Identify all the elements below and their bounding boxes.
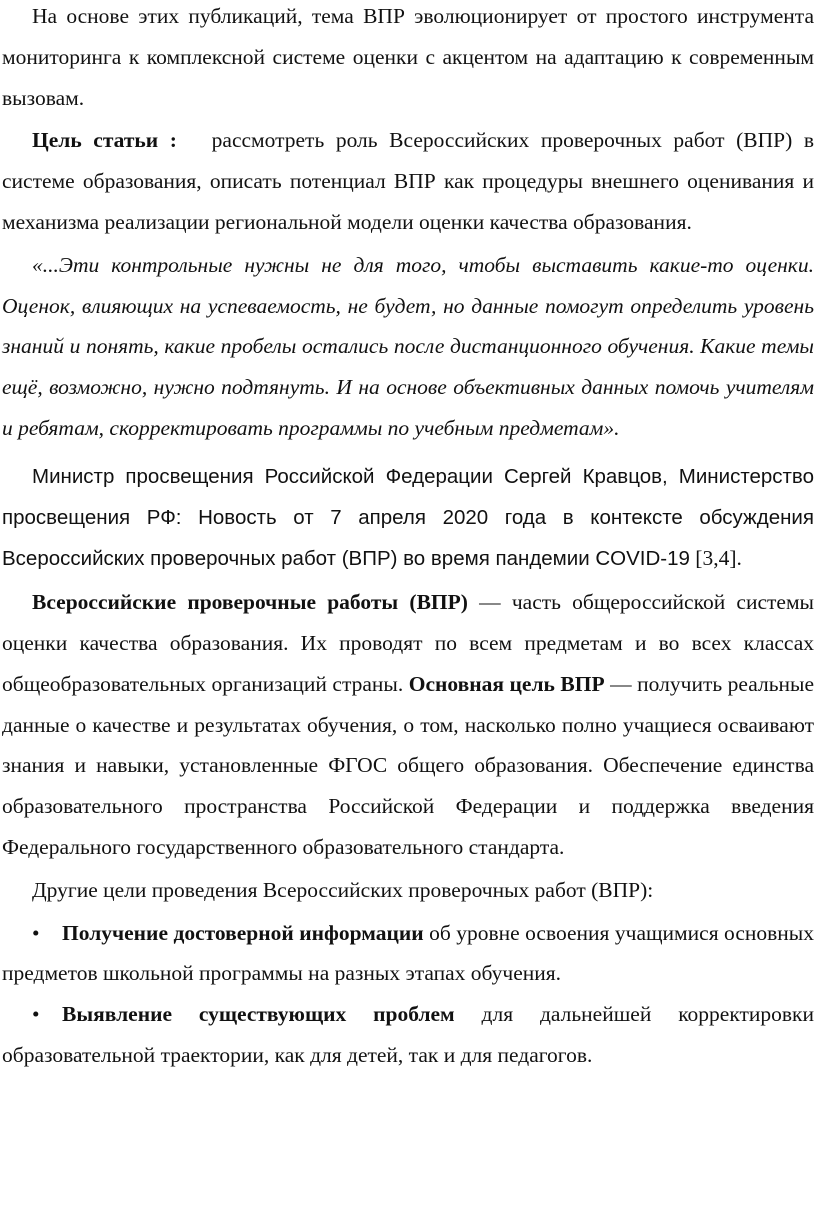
goal-paragraph (2, 120, 814, 242)
goal-item-bold: Получение достоверной информации (62, 920, 424, 945)
main-goal-label: Основная цель ВПР (408, 671, 605, 696)
bullet: • (32, 920, 40, 945)
minister-attribution-text: Министр просвещения Российской Федерации Сергей Кравцов, Министерство просвещения РФ: Новость от 7 апреля 2020 года в контексте обсуждения Всероссийских проверочных работ (ВПР) во время пандемии COVID-19 (2, 464, 814, 571)
intro-paragraph: На основе этих публикаций, тема ВПР эволюционирует от простого инструмента мониторинга к комплексной системе оценки с акцентом на адаптацию к современным вызовам. (2, 4, 814, 110)
vpr-text-2: — получить реальные данные о качестве и результатах обучения, о том, насколько полно учащиеся осваивают знания и навыки, установленные ФГОС общего образования. Обеспечение единства образовательного пространства Российской Федерации и поддержка введения Федерального государственного образовательного стандарта. (2, 671, 814, 859)
goal-text: рассмотреть роль Всероссийских проверочных работ (ВПР) в системе образования, описать потенциал ВПР как процедуры внешнего оценивания и механизма реализации региональной модели оценки качества образования. (2, 128, 814, 234)
goal-label: Цель статьи : (32, 128, 177, 153)
vpr-term: Всероссийские проверочные работы (ВПР) (32, 590, 468, 615)
goal-item-text: для дальнейшей корректировки образовательной траектории, как для детей, так и для педагогов. (2, 1002, 815, 1067)
citation-refs: [3,4]. (689, 546, 742, 571)
list-item (2, 913, 814, 995)
goal-item-text: об уровне освоения учащимися основных предметов школьной программы на разных этапах обучения. (2, 920, 814, 986)
other-goals-intro: Другие цели проведения Всероссийских проверочных работ (ВПР): (32, 877, 654, 902)
vpr-text-1: — часть общероссийской системы оценки качества образования. Их проводят по всем предметам и во всех классах общеобразовательных организаций страны. (2, 590, 814, 696)
minister-attribution (2, 457, 814, 580)
vpr-definition-paragraph (2, 582, 814, 868)
minister-quote: «...Эти контрольные нужны не для того, чтобы выставить какие-то оценки. Оценок, влияющих на успеваемость, не будет, но данные помогут определить уровень знаний и понять, какие пробелы остались после дистанционного обучения. Какие темы ещё, возможно, нужно подтянуть. И на основе объективных данных помочь учителям и ребятам, скорректировать программы по учебным предметам». (2, 252, 814, 440)
bullet: • (32, 1002, 40, 1027)
goals-list (2, 913, 814, 1076)
list-item (2, 994, 814, 1076)
goal-item-bold: Выявление существующих проблем (62, 1002, 455, 1027)
